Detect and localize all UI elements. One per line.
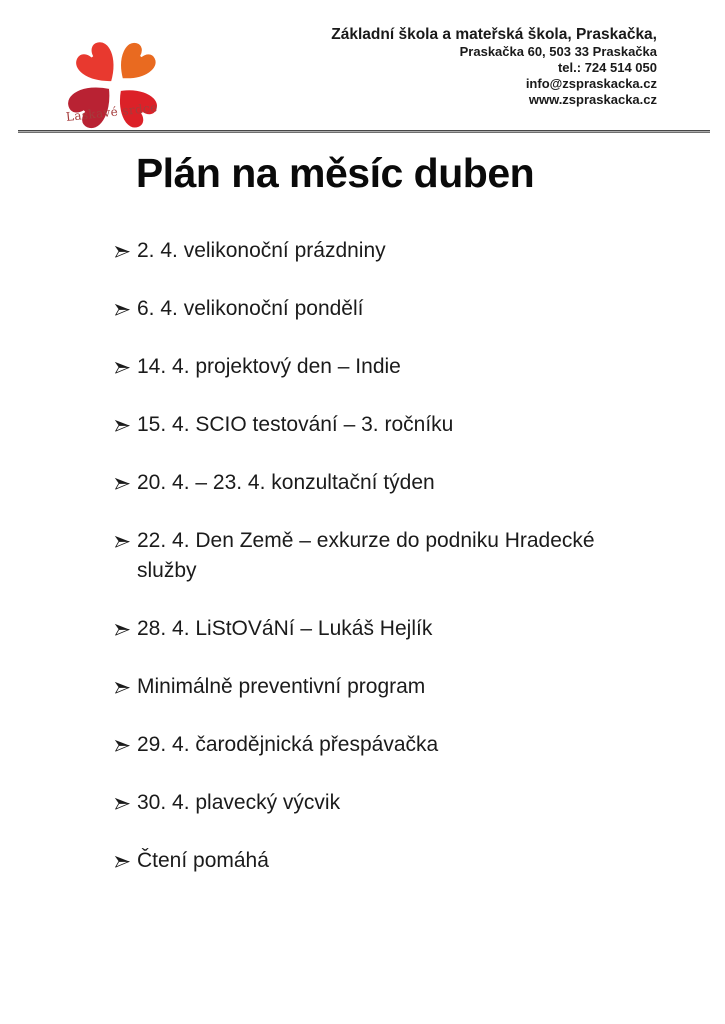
list-item	[114, 846, 637, 876]
school-address: Praskačka 60, 503 33 Praskačka	[459, 44, 657, 59]
header-divider	[18, 130, 710, 133]
list-item-text: 2. 4. velikonoční prázdniny	[137, 239, 386, 262]
page-title: Plán na měsíc duben	[135, 150, 535, 196]
list-item-text: 22. 4. Den Země – exkurze do podniku Hradecké služby	[137, 529, 595, 582]
arrow-bullet-icon	[114, 854, 130, 869]
list-item	[114, 410, 637, 440]
list-item	[114, 526, 637, 586]
list-item	[114, 614, 637, 644]
arrow-bullet-icon	[114, 738, 130, 753]
arrow-bullet-icon	[114, 476, 130, 491]
list-item-text: Minimálně preventivní program	[137, 675, 426, 698]
header-contact-block	[331, 25, 657, 108]
list-item	[114, 730, 637, 760]
school-logo	[52, 26, 170, 130]
list-item-text: 14. 4. projektový den – Indie	[137, 355, 401, 378]
list-item	[114, 294, 637, 324]
school-email: info@zspraskacka.cz	[525, 76, 657, 91]
arrow-bullet-icon	[114, 302, 130, 317]
list-item	[114, 468, 637, 498]
logo-caption: Laskavé srdce	[65, 100, 159, 124]
list-item	[114, 352, 637, 382]
list-item-text: 6. 4. velikonoční pondělí	[137, 297, 364, 320]
arrow-bullet-icon	[114, 622, 130, 637]
arrow-bullet-icon	[114, 534, 130, 549]
school-phone: tel.: 724 514 050	[557, 60, 657, 75]
arrow-bullet-icon	[114, 360, 130, 375]
heart-bottom-left	[62, 72, 124, 134]
heart-top-right	[108, 38, 160, 91]
list-item	[114, 236, 637, 266]
school-website: www.zspraskacka.cz	[528, 92, 657, 107]
list-item-text: 15. 4. SCIO testování – 3. ročníku	[137, 413, 454, 436]
list-item-text: Čtení pomáhá	[137, 849, 269, 872]
arrow-bullet-icon	[114, 680, 130, 695]
list-item	[114, 788, 637, 818]
list-item-text: 28. 4. LiStOVáNí – Lukáš Hejlík	[137, 617, 433, 640]
arrow-bullet-icon	[114, 244, 130, 259]
plan-list	[114, 236, 637, 904]
list-item-text: 20. 4. – 23. 4. konzultační týden	[137, 471, 435, 494]
school-name: Základní škola a mateřská škola, Praskačka,	[331, 26, 657, 43]
arrow-bullet-icon	[114, 418, 130, 433]
list-item-text: 29. 4. čarodějnická přespávačka	[137, 733, 439, 756]
arrow-bullet-icon	[114, 796, 130, 811]
list-item	[114, 672, 637, 702]
list-item-text: 30. 4. plavecký výcvik	[137, 791, 341, 814]
